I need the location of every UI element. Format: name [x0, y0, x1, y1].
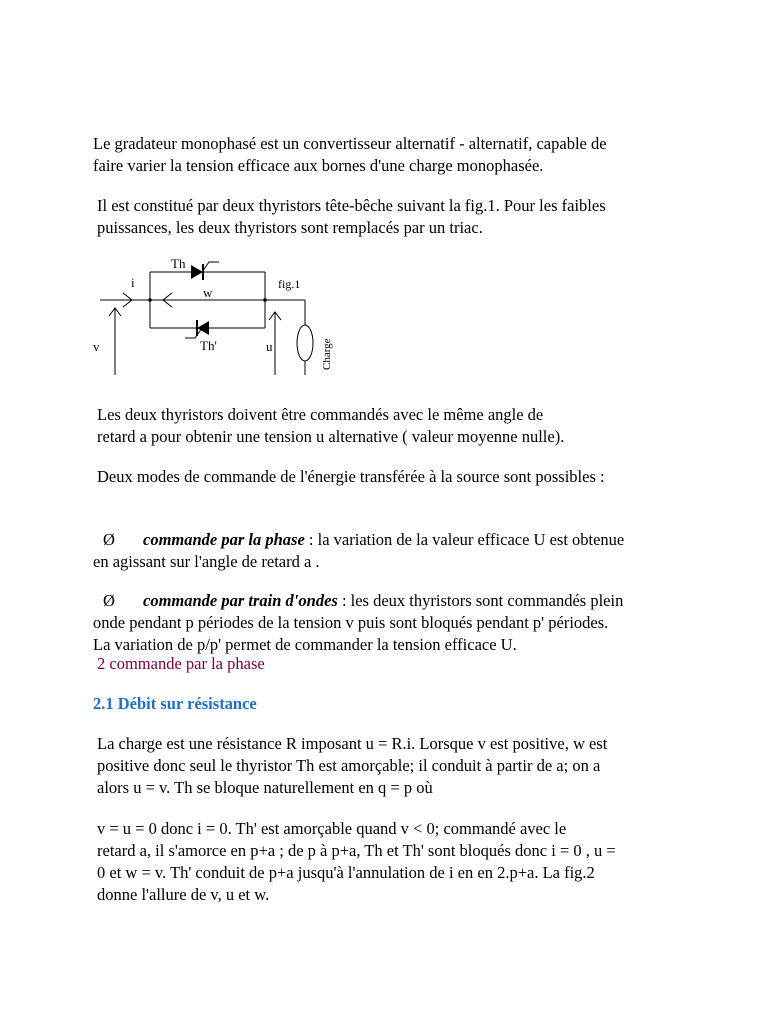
fig-label: fig.1	[278, 277, 301, 291]
command-modes-paragraph: Deux modes de commande de l'énergie transférée à la source sont possibles :	[97, 467, 605, 486]
u-label: u	[266, 339, 273, 354]
circuit-diagram-fig1	[85, 250, 355, 380]
section-heading: 2 commande par la phase	[97, 654, 265, 673]
intro-paragraph: Le gradateur monophasé est un convertisseur alternatif - alternatif, capable de faire varier la tension efficace aux bornes d'une charge monophasée.	[93, 134, 607, 175]
subsection-heading: 2.1 Débit sur résistance	[93, 694, 257, 713]
bullet-text-continued: onde pendant p périodes de la tension v puis sont bloqués pendant p' périodes. La variation de p/p' permet de commander la tension efficace U.	[93, 613, 609, 654]
bullet-text: : la variation de la valeur efficace U est obtenue	[304, 530, 625, 549]
charge-label: Charge	[321, 338, 333, 370]
bullet-text: : les deux thyristors sont commandés plein	[337, 591, 624, 610]
i-label: i	[131, 275, 135, 290]
bullet-symbol: Ø	[103, 591, 115, 610]
conduction-paragraph: v = u = 0 donc i = 0. Th' est amorçable quand v < 0; commandé avec le retard a, il s'amorce en p+a ; de p à p+a, Th et Th' sont bloqués donc i = 0 , u = 0 et w = v. Th' conduit de p+a jusqu'à l'annulation de i en en 2.p+a. La fig.2 donne l'allure de v, u et w.	[97, 819, 616, 904]
bullet-title: commande par train d'ondes	[143, 591, 338, 610]
thp-label: Th'	[200, 338, 217, 353]
bullet-title: commande par la phase	[143, 530, 305, 549]
structure-paragraph: Il est constitué par deux thyristors tête-bêche suivant la fig.1. Pour les faibles puissances, les deux thyristors sont remplacés par un triac.	[97, 196, 606, 237]
bullet-symbol: Ø	[103, 530, 115, 549]
v-label: v	[93, 339, 100, 354]
th-label: Th	[171, 256, 186, 271]
w-label: w	[203, 285, 213, 300]
bullet-text-continued: en agissant sur l'angle de retard a .	[93, 552, 320, 571]
resistance-paragraph: La charge est une résistance R imposant u = R.i. Lorsque v est positive, w est positive donc seul le thyristor Th est amorçable; il conduit à partir de a; on a alors u = v. Th se bloque naturellement en q = p où	[97, 734, 608, 797]
command-angle-paragraph: Les deux thyristors doivent être commandés avec le même angle de retard a pour obtenir une tension u alternative ( valeur moyenne nulle).	[97, 405, 565, 446]
